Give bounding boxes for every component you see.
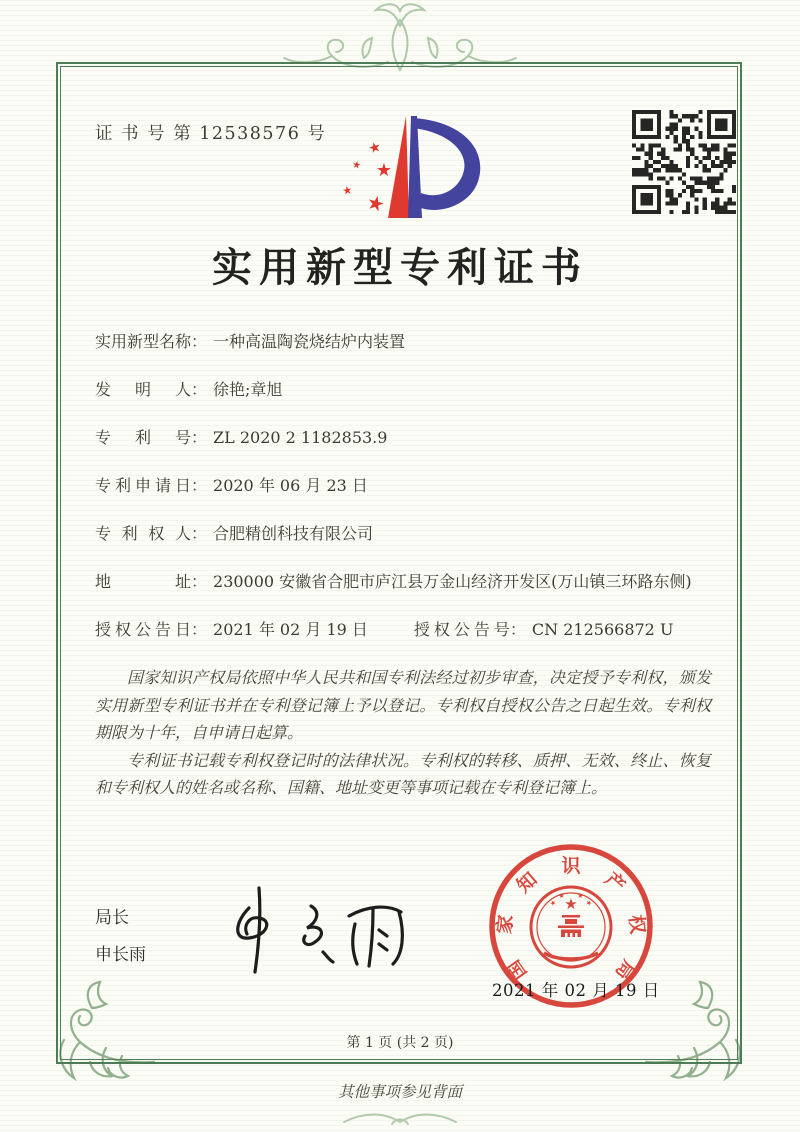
- field-grant-number: [414, 618, 674, 641]
- legal-paragraph-2: 专利证书记载专利权登记时的法律状况。专利权的转移、质押、无效、终止、恢复和专利权人的姓名或名称、国籍、地址变更等事项记载在专利登记簿上。: [95, 750, 711, 797]
- svg-text:★: ★: [557, 891, 566, 901]
- field-utility-model-name: [95, 330, 720, 353]
- svg-text:★: ★: [366, 138, 384, 158]
- svg-text:★: ★: [548, 898, 558, 909]
- back-side-note: 其他事项参见背面: [337, 1083, 462, 1101]
- field-colon: ：: [191, 620, 208, 639]
- field-colon: ：: [191, 524, 208, 543]
- field-label: 授权公告日: [95, 620, 191, 639]
- field-colon: ：: [191, 332, 208, 351]
- field-patentee: [95, 522, 720, 545]
- svg-text:★: ★: [364, 189, 388, 218]
- field-value: 2020 年 06 月 23 日: [213, 476, 368, 495]
- svg-text:局: 局: [610, 955, 640, 984]
- legal-paragraph-1: 国家知识产权局依照中华人民共和国专利法经过初步审查，决定授予专利权，颁发实用新型专利证书并在专利登记簿上予以登记。专利权自授权公告之日起生效。专利权期限为十年，自申请日起算。: [95, 668, 711, 742]
- logo-p-bowl: [413, 118, 480, 210]
- commissioner-title: 局长: [95, 908, 129, 928]
- svg-text:知: 知: [512, 868, 542, 898]
- field-value: 230000 安徽省合肥市庐江县万金山经济开发区(万山镇三环路东侧): [213, 572, 692, 591]
- svg-text:★: ★: [584, 898, 594, 909]
- field-colon: ：: [191, 476, 208, 495]
- svg-text:家: 家: [493, 913, 518, 936]
- svg-text:★: ★: [576, 891, 585, 901]
- field-value: ZL 2020 2 1182853.9: [213, 428, 388, 447]
- handwritten-signature: [215, 878, 415, 978]
- seal-arc-text: [492, 854, 649, 984]
- legal-text: [95, 664, 711, 802]
- certificate-number: 证 书 号 第 12538576 号: [95, 124, 327, 144]
- field-patent-number: [95, 426, 720, 449]
- svg-text:★: ★: [341, 183, 354, 198]
- field-label: 专利权人: [95, 524, 191, 543]
- svg-text:★: ★: [564, 895, 578, 913]
- field-colon: ：: [191, 380, 208, 399]
- field-label: 专利号: [95, 428, 191, 447]
- field-grant-row: [95, 618, 720, 641]
- page-number: 第 1 页 (共 2 页): [346, 1035, 454, 1051]
- field-value: 徐艳;章旭: [213, 380, 283, 399]
- qr-code: [632, 110, 736, 214]
- field-address: [95, 570, 720, 593]
- field-value: 2021 年 02 月 19 日: [213, 620, 368, 639]
- field-colon: ：: [191, 428, 208, 447]
- field-colon: ：: [191, 572, 208, 591]
- field-value: 合肥精创科技有限公司: [213, 524, 374, 543]
- svg-text:★: ★: [351, 159, 362, 172]
- svg-text:权: 权: [624, 913, 649, 936]
- emblem-stars: [549, 891, 594, 913]
- field-label: 专利申请日: [95, 476, 191, 495]
- field-filing-date: [95, 474, 720, 497]
- commissioner-name: 申长雨: [95, 945, 146, 965]
- seal-date: 2021 年 02 月 19 日: [492, 981, 660, 1000]
- field-label: 实用新型名称: [95, 332, 192, 351]
- field-list: [95, 330, 720, 666]
- svg-text:识: 识: [561, 855, 581, 877]
- field-label: 授权公告号: [413, 620, 510, 639]
- svg-text:★: ★: [375, 160, 393, 181]
- field-inventor: [95, 378, 720, 401]
- field-value: CN 212566872 U: [531, 620, 674, 639]
- svg-text:产: 产: [600, 868, 630, 898]
- field-colon: ：: [509, 620, 526, 639]
- field-value: 一种高温陶瓷烧结炉内装置: [213, 332, 406, 351]
- field-label: 发明人: [95, 380, 191, 399]
- svg-text:国: 国: [502, 955, 532, 984]
- certificate-title: 实用新型专利证书: [212, 244, 588, 291]
- bottom-center-ornament: [340, 1108, 460, 1130]
- national-emblem: [531, 887, 611, 967]
- logo-stars: [341, 139, 392, 217]
- cnipa-logo: [330, 112, 486, 230]
- field-label: 地址: [95, 572, 191, 591]
